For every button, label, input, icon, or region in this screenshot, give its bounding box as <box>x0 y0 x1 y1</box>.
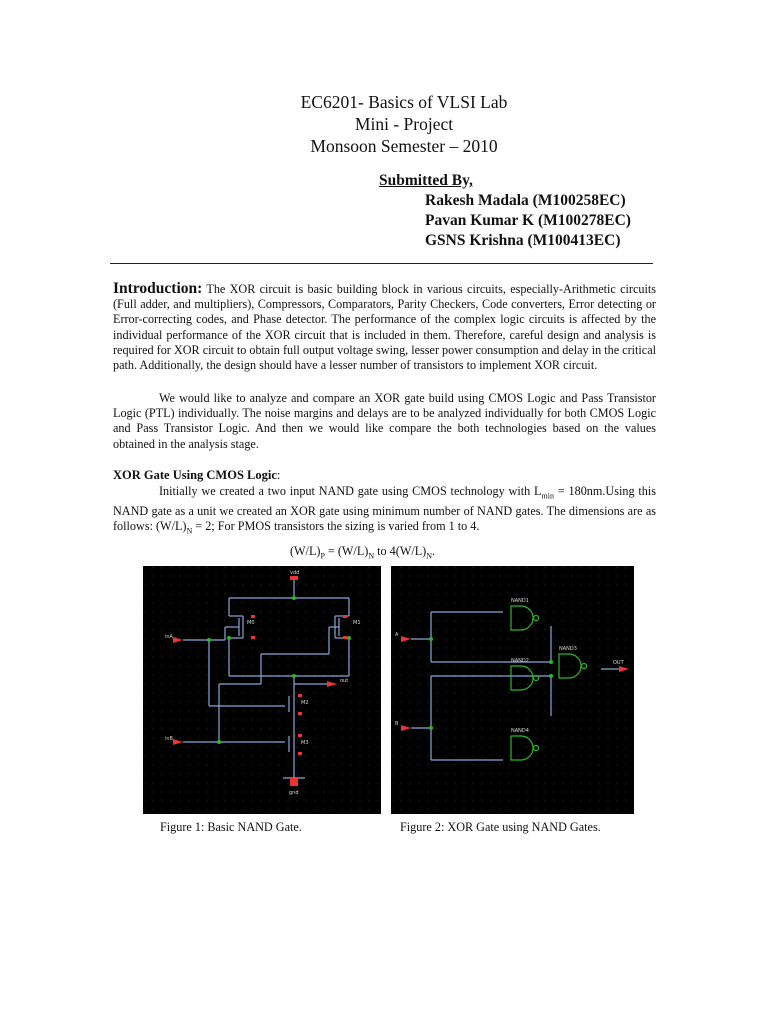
fig2-label-nand1: NAND1 <box>511 598 529 604</box>
submitted-by-label: Submitted By, <box>379 172 473 189</box>
fig1-label-inb: inB <box>165 736 173 742</box>
intro-text-1: The XOR circuit is basic building block in various circuits, especially-Arithmetic circuits (Full adder, and multipliers), Compressors, Comparators, Parity Checkers, Code converters, Error detecting or Error-correcting codes, and Phase detector. The performance of the complex logic circuits is affected by the individual performance of the XOR circuit that is included in them. Therefore, careful design and analysis is required for XOR circuit to obtain full output voltage swing, lesser power consumption and delay in the critical path. Additionally, the design should have a lesser number of transistors to implement XOR circuit. <box>113 282 656 373</box>
fig2-label-nand2: NAND2 <box>511 658 529 664</box>
cmos-text-b: = 180nm.Using this NAND gate as a unit we created an XOR gate using minimum number of NAND gates. The dimensions are as follows: (W/L) <box>113 484 656 533</box>
fig1-label-m1: M1 <box>353 620 361 626</box>
fig1-label-m2: M2 <box>301 700 309 706</box>
fig1-label-ina: inA <box>165 634 173 640</box>
formula-part-b: = (W/L) <box>324 544 369 558</box>
figure-1-nand-schematic <box>143 566 381 814</box>
fig2-label-b: B <box>395 721 399 727</box>
figure-1-caption: Figure 1: Basic NAND Gate. <box>160 820 302 834</box>
doc-title-line2: Mini - Project <box>354 114 454 134</box>
fig2-label-a: A <box>395 632 399 638</box>
doc-title-line1: EC6201- Basics of VLSI Lab <box>300 92 508 112</box>
formula-part-a: (W/L) <box>290 544 321 558</box>
figure-2-xor-schematic <box>391 566 634 814</box>
intro-paragraph-1 <box>113 281 656 373</box>
cmos-text-a: Initially we created a two input NAND gate using CMOS technology with L <box>159 484 542 498</box>
cmos-sub-min: min <box>541 491 554 501</box>
fig1-label-out: out <box>340 678 349 684</box>
horizontal-divider <box>110 263 653 264</box>
author-2: Pavan Kumar K (M100278EC) <box>425 212 631 229</box>
cmos-sub-n: N <box>186 526 193 536</box>
formula-sub-n2: N <box>426 551 433 561</box>
figure-2-caption: Figure 2: XOR Gate using NAND Gates. <box>400 820 601 834</box>
formula-sub-n1: N <box>368 551 375 561</box>
fig2-label-out: OUT <box>613 660 624 666</box>
submitted-by-block <box>379 171 631 251</box>
fig1-label-gnd: gnd <box>289 790 299 796</box>
fig2-label-nand4: NAND4 <box>511 728 529 734</box>
author-3: GSNS Krishna (M100413EC) <box>425 232 621 249</box>
doc-title-line3: Monsoon Semester – 2010 <box>310 136 498 156</box>
intro-heading: Introduction: <box>113 280 203 297</box>
intro-paragraph-2 <box>113 391 656 452</box>
cmos-heading-colon: : <box>276 468 281 482</box>
fig1-label-m0: M0 <box>247 620 255 626</box>
intro-text-2: We would like to analyze and compare an XOR gate build using CMOS Logic and Pass Transistor Logic (PTL) individually. The noise margins and delays are to be analyzed individually for both CMOS Logic and Pass Transistor Logic. And then we would like compare the both technologies based on the values obtained in the analysis stage. <box>113 391 656 451</box>
author-1: Rakesh Madala (M100258EC) <box>425 192 626 209</box>
cmos-text-c: = 2; For PMOS transistors the sizing is varied from 1 to 4. <box>192 518 480 533</box>
sizing-formula <box>290 544 435 560</box>
formula-sub-p: P <box>320 551 325 561</box>
cmos-heading-text: XOR Gate Using CMOS Logic <box>113 468 277 482</box>
formula-part-c: to 4(W/L) <box>374 544 427 558</box>
fig1-label-vdd: vdd <box>290 570 300 576</box>
fig2-label-nand3: NAND3 <box>559 646 577 652</box>
cmos-section-heading <box>113 468 280 483</box>
cmos-paragraph <box>113 484 656 538</box>
fig1-label-m3: M3 <box>301 740 309 746</box>
formula-part-d: . <box>432 544 436 558</box>
